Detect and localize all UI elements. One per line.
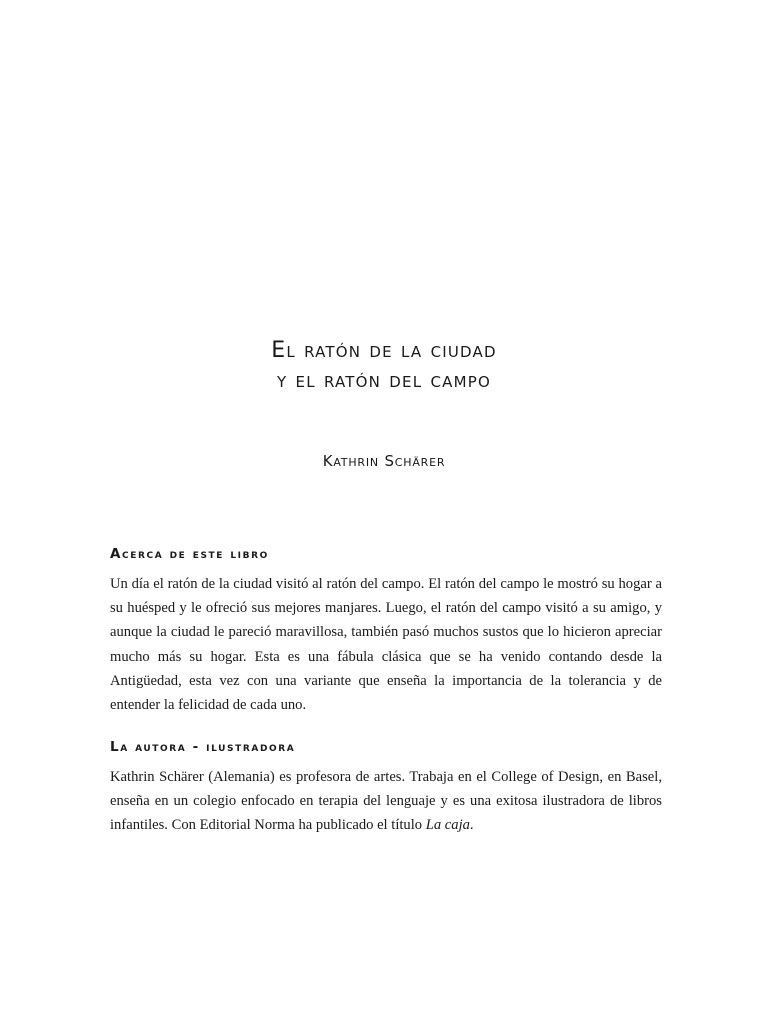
book-title-line-1: El ratón de la ciudad (271, 338, 497, 363)
author-heading: La autora - ilustradora (110, 739, 296, 755)
about-book-heading: Acerca de este libro (110, 546, 269, 562)
book-author: Kathrin Schärer (322, 452, 446, 470)
book-title-line-2: y el ratón del campo (277, 368, 491, 393)
book-title (0, 336, 768, 396)
author-book-title: La caja (425, 817, 470, 834)
about-book-section (110, 546, 662, 717)
author-body (110, 765, 662, 838)
author-body-end: . (469, 817, 474, 834)
author-body-text: Kathrin Schärer (Alemania) es profesora de artes. Trabaja en el College of Design, en Basel, enseña en un colegio enfocado en terapia del lenguaje y es una exitosa ilustradora de libros infantiles. Con Editorial Norma ha publicado el título (110, 769, 662, 834)
about-book-body: Un día el ratón de la ciudad visitó al ratón del campo. El ratón del campo le mostró su hogar a su huésped y le ofreció sus mejores manjares. Luego, el ratón del campo visitó a su amigo, y aunque la ciudad le pareció maravillosa, también pasó muchos sustos que lo hicieron apreciar mucho más su hogar. Esta es una fábula clásica que se ha venido contando desde la Antigüedad, esta vez con una variante que enseña la importancia de la tolerancia y de entender la felicidad de cada uno. (110, 576, 662, 714)
author-section (110, 739, 662, 838)
